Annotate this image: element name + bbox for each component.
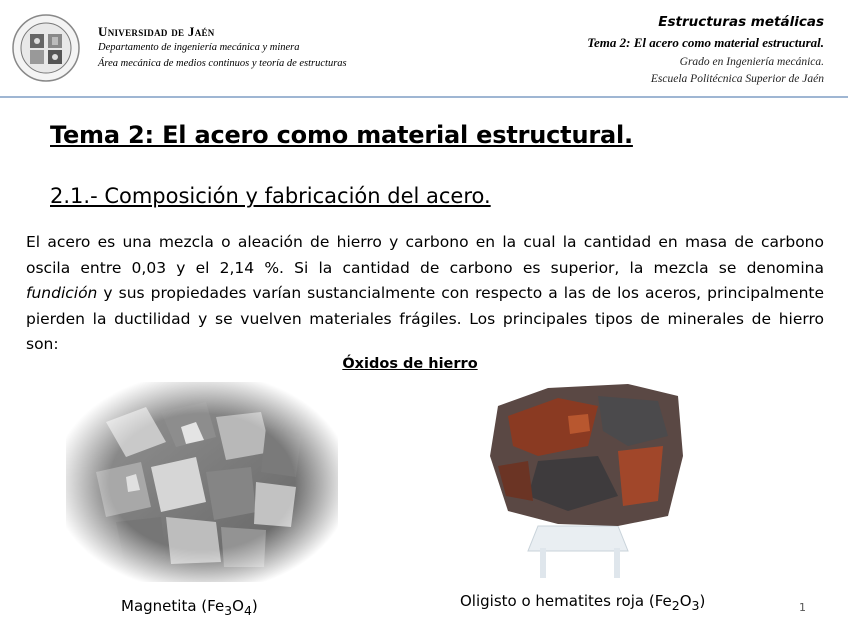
caption-text: ): [251, 597, 258, 615]
slide-header: [0, 0, 848, 98]
university-seal-logo: [12, 12, 80, 84]
page-number: 1: [799, 601, 806, 614]
degree-name: Grado en Ingeniería mecánica.: [679, 56, 824, 68]
magnetite-image: [66, 382, 338, 582]
school-name: Escuela Politécnica Superior de Jaén: [650, 73, 824, 85]
course-title: Estructuras metálicas: [658, 14, 824, 30]
caption-text: Oligisto o hematites roja (Fe: [460, 592, 672, 610]
body-paragraph: [26, 230, 824, 358]
header-divider: [0, 96, 848, 98]
caption-text: O: [232, 597, 244, 615]
caption-text: O: [679, 592, 692, 610]
subscript: 4: [243, 603, 252, 618]
university-name: Universidad de Jaén: [98, 24, 215, 39]
hematite-caption: [460, 592, 705, 613]
hematite-image: [478, 376, 690, 586]
subscript: 2: [671, 598, 680, 613]
paragraph-text-end: y sus propiedades varían sustancialmente con respecto a las de los aceros, principalmente pierden la ductilidad y se vuelven materiales frágiles. Los principales tipos de minerales de hierro son:: [26, 284, 824, 353]
caption-text: Magnetita (Fe: [121, 597, 225, 615]
paragraph-emphasis: fundición: [26, 284, 98, 302]
paragraph-text-start: El acero es una mezcla o aleación de hierro y carbono en la cual la cantidad en masa de carbono oscila entre 0,03 y el 2,14 %. Si la cantidad de carbono es superior, la mezcla se denomina: [26, 233, 824, 277]
caption-text: ): [699, 592, 706, 610]
area-name: Área mecánica de medios continuos y teoría de estructuras: [98, 58, 347, 69]
course-info: [587, 12, 824, 88]
subscript: 3: [224, 603, 233, 618]
course-topic: Tema 2: El acero como material estructural.: [587, 35, 824, 50]
section-label: Óxidos de hierro: [342, 356, 478, 372]
magnetite-caption: [121, 597, 258, 618]
slide-title: Tema 2: El acero como material estructural.: [50, 121, 633, 149]
university-info: [98, 24, 347, 72]
department-name: Departamento de ingeniería mecánica y minera: [98, 42, 300, 53]
subscript: 3: [691, 598, 700, 613]
slide-subtitle: 2.1.- Composición y fabricación del acero.: [50, 184, 491, 208]
